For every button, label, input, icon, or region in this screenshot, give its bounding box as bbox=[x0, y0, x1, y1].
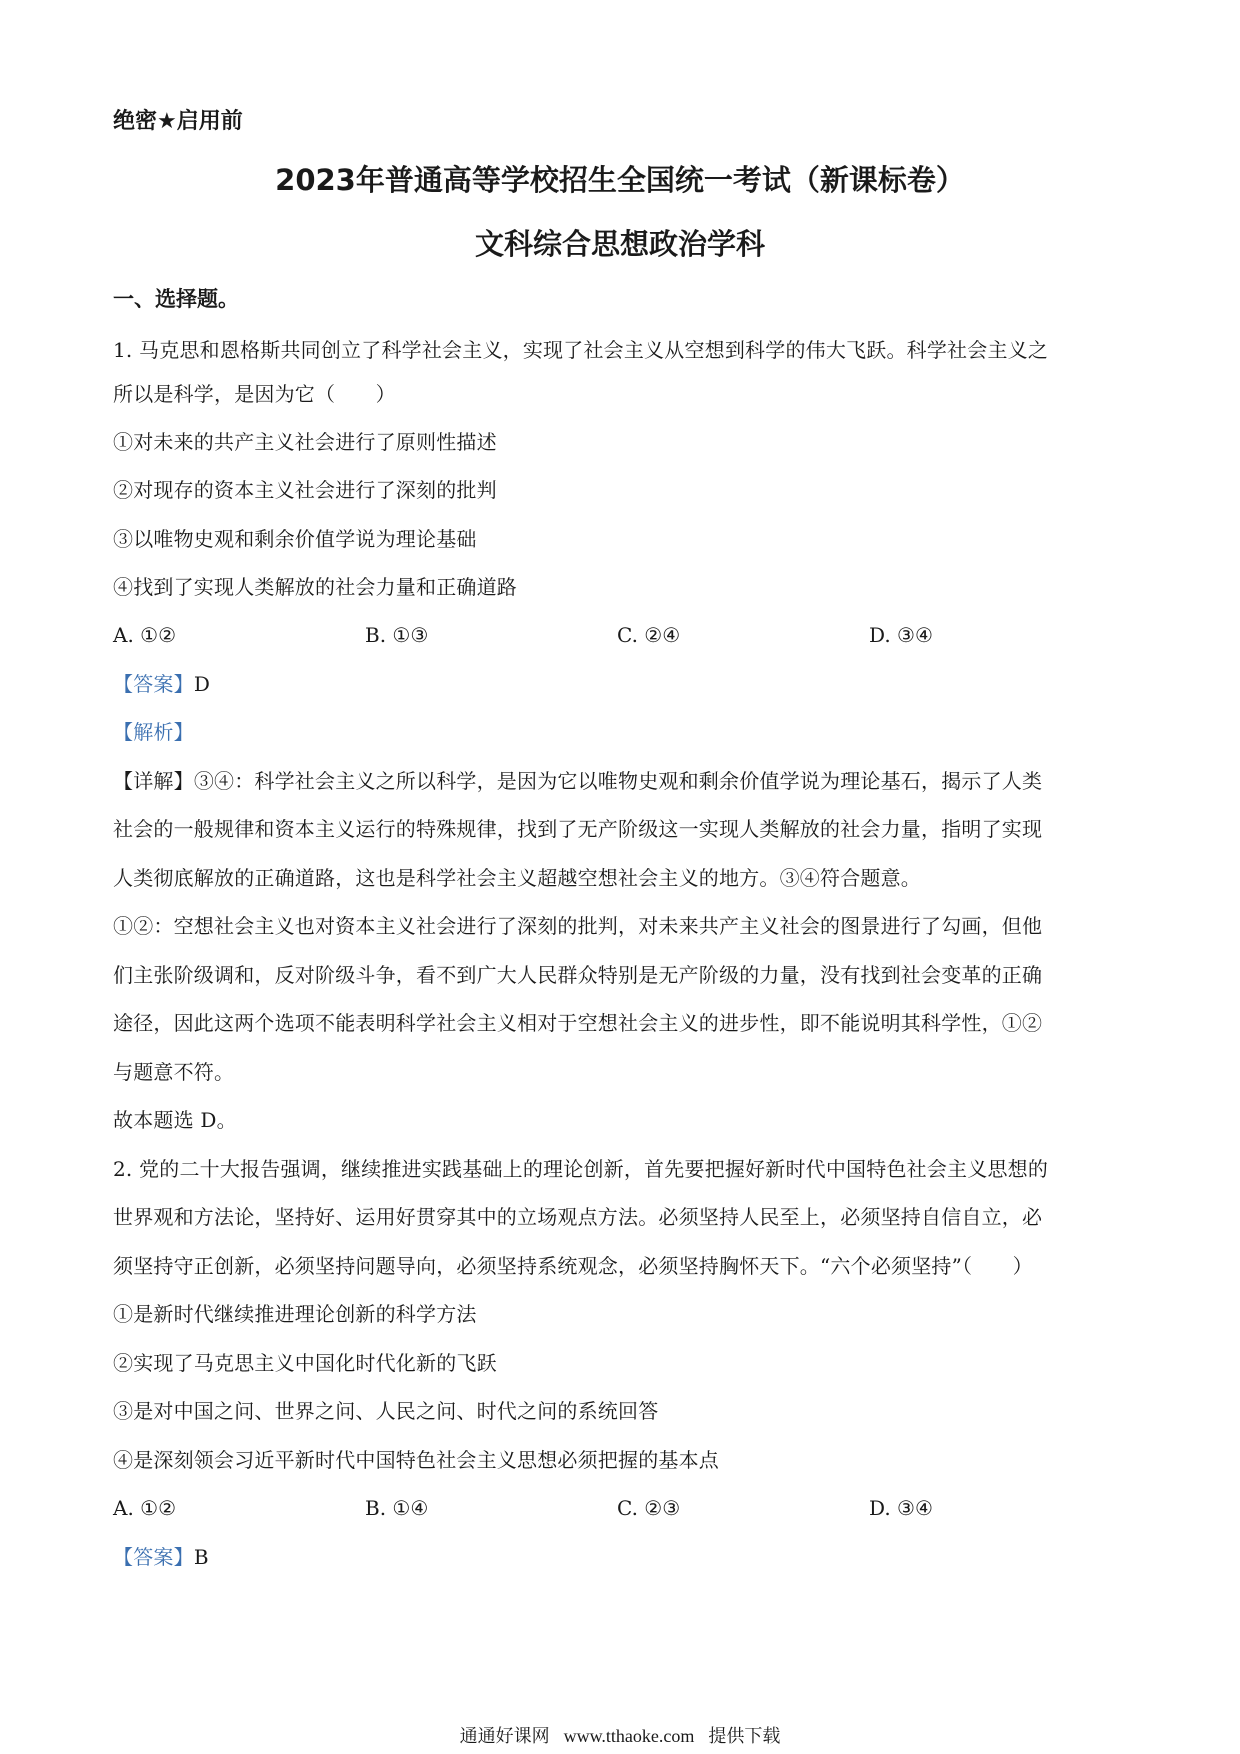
exam-title: 2023年普通高等学校招生全国统一考试（新课标卷） bbox=[275, 163, 965, 197]
answer-tag: 【答案】 bbox=[113, 1545, 194, 1569]
q1-detail-line3: 人类彻底解放的正确道路，这也是科学社会主义超越空想社会主义的地方。③④符合题意。 bbox=[113, 866, 921, 890]
q1-option-a: A. ①② bbox=[113, 623, 177, 647]
q1-stem-line2: 所以是科学，是因为它（ ） bbox=[113, 382, 396, 406]
q2-item-3: ③是对中国之问、世界之问、人民之问、时代之问的系统回答 bbox=[113, 1399, 659, 1423]
q2-option-c: C. ②③ bbox=[617, 1496, 681, 1520]
q1-detail-line1 bbox=[113, 767, 1133, 795]
q2-answer bbox=[113, 1543, 1133, 1571]
q1-detail-line2: 社会的一般规律和资本主义运行的特殊规律，找到了无产阶级这一实现人类解放的社会力量，指明了实现 bbox=[113, 817, 1043, 841]
q1-conclusion: 故本题选 D。 bbox=[113, 1108, 237, 1132]
q2-option-d: D. ③④ bbox=[869, 1496, 933, 1520]
detail-text: ③④：科学社会主义之所以科学，是因为它以唯物史观和剩余价值学说为理论基石，揭示了人类 bbox=[193, 769, 1043, 793]
detail-tag: 【详解】 bbox=[113, 769, 194, 793]
q1-item-2: ②对现存的资本主义社会进行了深刻的批判 bbox=[113, 478, 497, 502]
q2-stem-line3: 须坚持守正创新，必须坚持问题导向，必须坚持系统观念，必须坚持胸怀天下。“六个必须坚持”（ ） bbox=[113, 1254, 1033, 1278]
footer-site-name: 通通好课网 bbox=[459, 1726, 550, 1747]
analysis-tag: 【解析】 bbox=[113, 720, 194, 744]
q1-detail-line7: 与题意不符。 bbox=[113, 1060, 235, 1084]
q2-item-2: ②实现了马克思主义中国化时代化新的飞跃 bbox=[113, 1351, 497, 1375]
exam-subtitle: 文科综合思想政治学科 bbox=[474, 227, 765, 261]
section-heading: 一、选择题。 bbox=[113, 287, 239, 311]
q2-item-1: ①是新时代继续推进理论创新的科学方法 bbox=[113, 1302, 477, 1326]
q1-stem-line1: 1. 马克思和恩格斯共同创立了科学社会主义，实现了社会主义从空想到科学的伟大飞跃。科学社会主义之 bbox=[113, 338, 1049, 362]
answer-value: B bbox=[193, 1545, 209, 1569]
secret-label: 绝密★启用前 bbox=[113, 109, 243, 134]
q1-option-c: C. ②④ bbox=[617, 623, 681, 647]
q1-option-b: B. ①③ bbox=[365, 623, 429, 647]
q2-option-b: B. ①④ bbox=[365, 1496, 429, 1520]
q1-item-4: ④找到了实现人类解放的社会力量和正确道路 bbox=[113, 575, 517, 599]
q2-stem-line1: 2. 党的二十大报告强调，继续推进实践基础上的理论创新，首先要把握好新时代中国特色社会主义思想的 bbox=[113, 1157, 1049, 1181]
q2-option-a: A. ①② bbox=[113, 1496, 177, 1520]
footer-url[interactable]: www.tthaoke.com bbox=[563, 1726, 695, 1746]
q2-item-4: ④是深刻领会习近平新时代中国特色社会主义思想必须把握的基本点 bbox=[113, 1448, 719, 1472]
q2-stem-line2: 世界观和方法论，坚持好、运用好贯穿其中的立场观点方法。必须坚持人民至上，必须坚持自信自立，必 bbox=[113, 1205, 1043, 1229]
q1-item-1: ①对未来的共产主义社会进行了原则性描述 bbox=[113, 430, 497, 454]
footer-suffix: 提供下载 bbox=[708, 1726, 781, 1747]
answer-value: D bbox=[193, 672, 211, 696]
q1-item-3: ③以唯物史观和剩余价值学说为理论基础 bbox=[113, 527, 477, 551]
page-footer bbox=[0, 1722, 1240, 1748]
q1-detail-line5: 们主张阶级调和，反对阶级斗争，看不到广大人民群众特别是无产阶级的力量，没有找到社会变革的正确 bbox=[113, 963, 1043, 987]
q1-answer bbox=[113, 670, 1133, 698]
answer-tag: 【答案】 bbox=[113, 672, 194, 696]
q1-detail-line6: 途径，因此这两个选项不能表明科学社会主义相对于空想社会主义的进步性，即不能说明其科学性，①② bbox=[113, 1011, 1043, 1035]
q1-detail-line4: ①②：空想社会主义也对资本主义社会进行了深刻的批判，对未来共产主义社会的图景进行了勾画，但他 bbox=[113, 914, 1043, 938]
q1-analysis bbox=[113, 718, 1133, 746]
q1-option-d: D. ③④ bbox=[869, 623, 933, 647]
